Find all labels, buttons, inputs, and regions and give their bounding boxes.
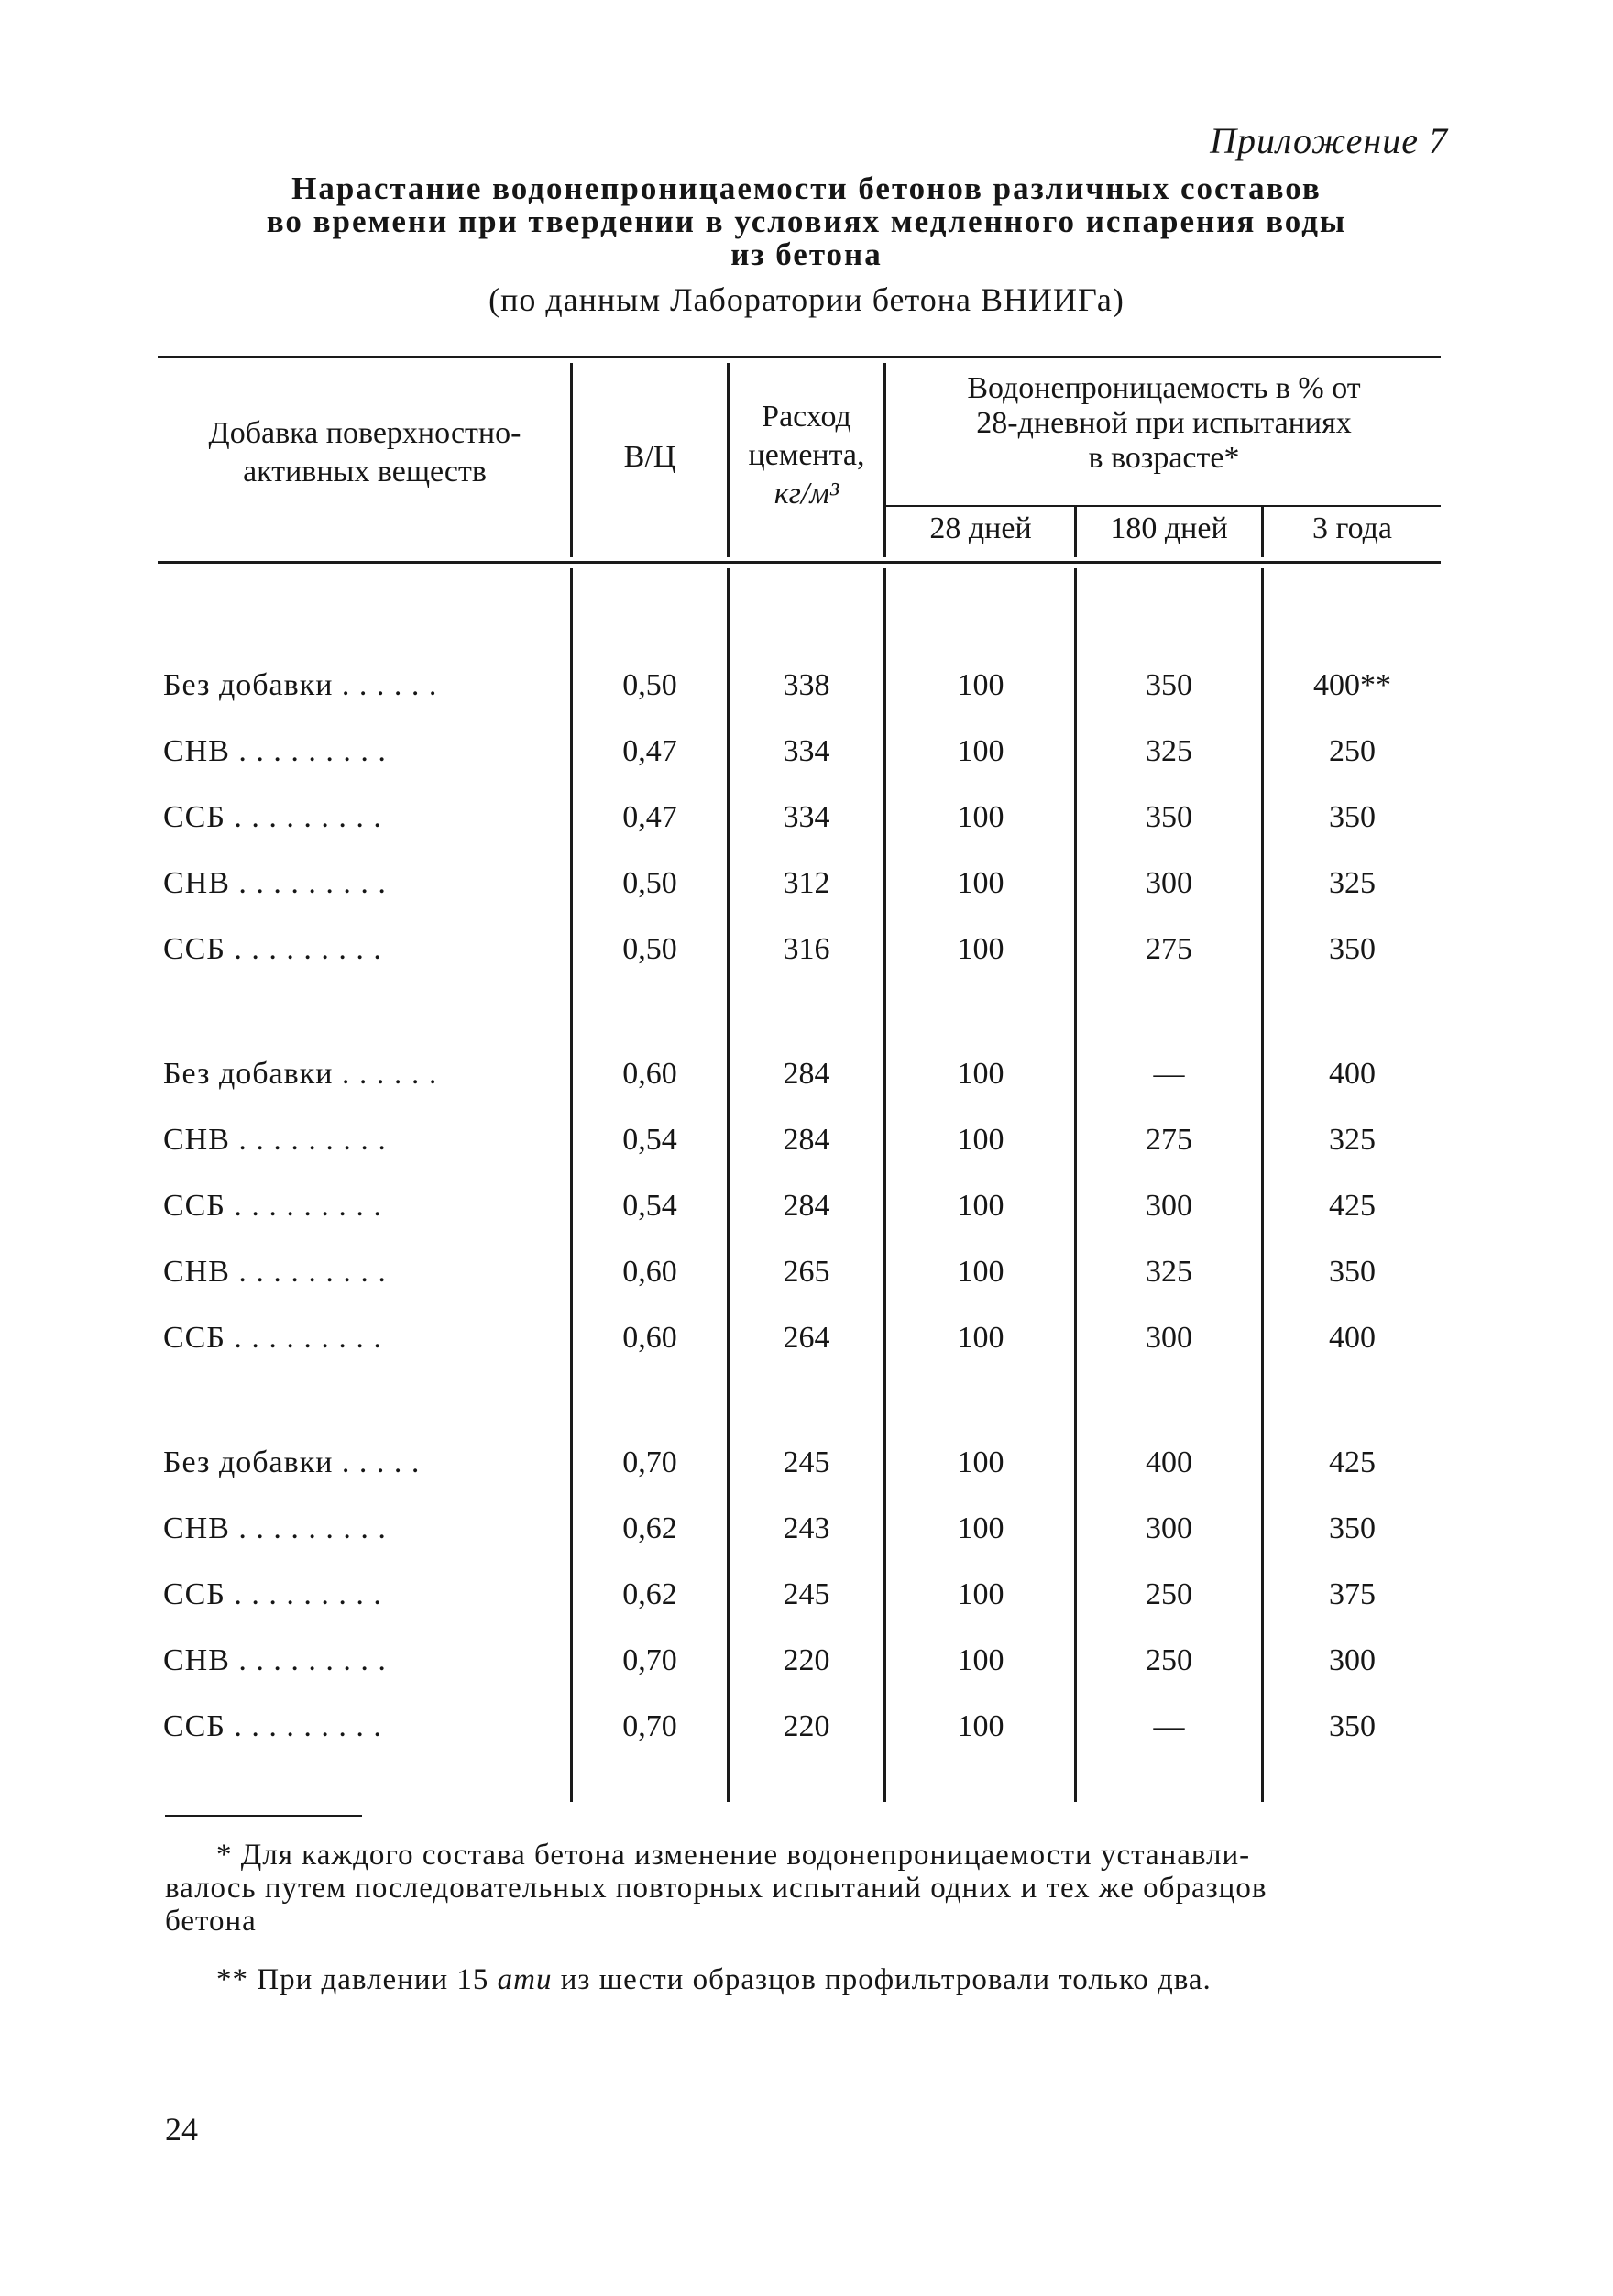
cell-d28: 100 xyxy=(957,1511,1004,1545)
header-cement-line-1: Расход xyxy=(762,400,851,434)
cell-wc: 0,60 xyxy=(622,1321,677,1355)
cell-cement: 220 xyxy=(783,1643,830,1677)
footnote-1-line-3: бетона xyxy=(165,1905,257,1938)
cell-additive: ССБ . . . . . . . . . xyxy=(163,1189,382,1223)
cell-y3: 325 xyxy=(1329,1123,1376,1157)
column-divider-2 xyxy=(727,363,730,557)
cell-cement: 316 xyxy=(783,932,830,966)
footnote-2-text: ** При давлении 15 xyxy=(216,1963,498,1996)
cell-d28: 100 xyxy=(957,1445,1004,1479)
cell-d28: 100 xyxy=(957,1123,1004,1157)
cell-y3: 250 xyxy=(1329,734,1376,768)
footnote-1-line-1: * Для каждого состава бетона изменение водонепроницаемости устанавли- xyxy=(216,1839,1251,1872)
cell-d180: 275 xyxy=(1146,932,1192,966)
cell-d180: 250 xyxy=(1146,1643,1192,1677)
header-perm-line-2: 28-дневной при испытаниях xyxy=(976,406,1352,440)
header-cement-unit: кг/м³ xyxy=(774,477,839,511)
header-additive-line-1: Добавка поверхностно- xyxy=(208,416,521,450)
cell-wc: 0,62 xyxy=(622,1511,677,1545)
appendix-label: Приложение 7 xyxy=(1210,120,1448,161)
cell-additive: СНВ . . . . . . . . . xyxy=(163,1255,387,1289)
cell-cement: 243 xyxy=(783,1511,830,1545)
cell-d180: 325 xyxy=(1146,1255,1192,1289)
cell-wc: 0,62 xyxy=(622,1577,677,1611)
cell-cement: 264 xyxy=(783,1321,830,1355)
table-title xyxy=(165,172,1448,271)
cell-d28: 100 xyxy=(957,932,1004,966)
cell-wc: 0,70 xyxy=(622,1445,677,1479)
body-divider-3 xyxy=(883,568,886,1802)
cell-d180: 400 xyxy=(1146,1445,1192,1479)
cell-wc: 0,54 xyxy=(622,1189,677,1223)
cell-y3: 350 xyxy=(1329,800,1376,834)
cell-wc: 0,50 xyxy=(622,866,677,900)
cell-wc: 0,70 xyxy=(622,1709,677,1743)
cell-d28: 100 xyxy=(957,866,1004,900)
table-top-rule xyxy=(158,356,1441,358)
footnote-2-unit: ати xyxy=(497,1963,553,1996)
cell-additive: ССБ . . . . . . . . . xyxy=(163,800,382,834)
cell-d180: 325 xyxy=(1146,734,1192,768)
cell-additive: Без добавки . . . . . xyxy=(163,1445,421,1479)
cell-wc: 0,47 xyxy=(622,800,677,834)
cell-d28: 100 xyxy=(957,1321,1004,1355)
footnote-1 xyxy=(165,1839,1448,1938)
cell-wc: 0,50 xyxy=(622,668,677,702)
cell-y3: 425 xyxy=(1329,1189,1376,1223)
cell-y3: 400 xyxy=(1329,1321,1376,1355)
cell-d28: 100 xyxy=(957,1057,1004,1091)
cell-d28: 100 xyxy=(957,668,1004,702)
cell-wc: 0,70 xyxy=(622,1643,677,1677)
cell-d180: 350 xyxy=(1146,668,1192,702)
cell-y3: 300 xyxy=(1329,1643,1376,1677)
header-permeability xyxy=(887,371,1441,476)
subheader-rule xyxy=(885,505,1441,507)
cell-cement: 245 xyxy=(783,1445,830,1479)
cell-y3: 350 xyxy=(1329,1255,1376,1289)
body-divider-2 xyxy=(727,568,730,1802)
footnote-1-line-2: валось путем последовательных повторных испытаний одних и тех же образцов xyxy=(165,1872,1267,1905)
column-divider-1 xyxy=(570,363,573,557)
cell-y3: 400 xyxy=(1329,1057,1376,1091)
title-line-3: из бетона xyxy=(730,236,883,272)
cell-d180: — xyxy=(1153,1057,1185,1091)
header-wc: В/Ц xyxy=(623,440,676,474)
header-cement-line-2: цемента, xyxy=(748,438,865,472)
title-line-1: Нарастание водонепроницаемости бетонов различных составов xyxy=(291,170,1322,206)
cell-wc: 0,60 xyxy=(622,1057,677,1091)
cell-cement: 245 xyxy=(783,1577,830,1611)
header-additive xyxy=(163,414,566,491)
cell-cement: 334 xyxy=(783,800,830,834)
footnote-2-text-end: из шести образцов профильтровали только два. xyxy=(552,1963,1212,1996)
cell-wc: 0,50 xyxy=(622,932,677,966)
cell-d180: 300 xyxy=(1146,1189,1192,1223)
table-source: (по данным Лаборатории бетона ВНИИГа) xyxy=(488,281,1125,318)
cell-d28: 100 xyxy=(957,1643,1004,1677)
cell-cement: 284 xyxy=(783,1057,830,1091)
cell-cement: 265 xyxy=(783,1255,830,1289)
cell-wc: 0,54 xyxy=(622,1123,677,1157)
page-number: 24 xyxy=(165,2111,198,2148)
footnote-rule xyxy=(165,1815,362,1817)
cell-additive: СНВ . . . . . . . . . xyxy=(163,1123,387,1157)
header-bottom-rule xyxy=(158,561,1441,564)
cell-wc: 0,47 xyxy=(622,734,677,768)
cell-additive: ССБ . . . . . . . . . xyxy=(163,932,382,966)
header-180-days: 180 дней xyxy=(1110,511,1228,545)
cell-cement: 284 xyxy=(783,1123,830,1157)
title-line-2: во времени при твердении в условиях медленного испарения воды xyxy=(266,203,1347,239)
cell-y3: 375 xyxy=(1329,1577,1376,1611)
cell-cement: 312 xyxy=(783,866,830,900)
cell-y3: 425 xyxy=(1329,1445,1376,1479)
cell-additive: ССБ . . . . . . . . . xyxy=(163,1321,382,1355)
header-additive-line-2: активных веществ xyxy=(243,455,487,489)
cell-d180: 300 xyxy=(1146,866,1192,900)
cell-d28: 100 xyxy=(957,734,1004,768)
cell-cement: 334 xyxy=(783,734,830,768)
header-perm-line-1: Водонепроницаемость в % от xyxy=(967,371,1361,405)
cell-d28: 100 xyxy=(957,1577,1004,1611)
cell-y3: 325 xyxy=(1329,866,1376,900)
cell-additive: СНВ . . . . . . . . . xyxy=(163,1511,387,1545)
header-28-days: 28 дней xyxy=(929,511,1032,545)
cell-cement: 338 xyxy=(783,668,830,702)
column-divider-3 xyxy=(883,363,886,557)
header-perm-line-3: в возрасте* xyxy=(1088,441,1240,475)
cell-wc: 0,60 xyxy=(622,1255,677,1289)
header-cement xyxy=(730,398,883,513)
cell-additive: СНВ . . . . . . . . . xyxy=(163,1643,387,1677)
cell-d28: 100 xyxy=(957,1189,1004,1223)
header-3-years: 3 года xyxy=(1311,511,1392,545)
cell-additive: СНВ . . . . . . . . . xyxy=(163,866,387,900)
cell-d28: 100 xyxy=(957,800,1004,834)
cell-d180: 300 xyxy=(1146,1511,1192,1545)
cell-d180: — xyxy=(1153,1709,1185,1743)
cell-d180: 275 xyxy=(1146,1123,1192,1157)
cell-additive: Без добавки . . . . . . xyxy=(163,1057,438,1091)
footnote-2 xyxy=(216,1963,1212,1996)
cell-cement: 220 xyxy=(783,1709,830,1743)
cell-y3: 350 xyxy=(1329,1511,1376,1545)
cell-additive: ССБ . . . . . . . . . xyxy=(163,1577,382,1611)
cell-y3: 350 xyxy=(1329,1709,1376,1743)
cell-d180: 300 xyxy=(1146,1321,1192,1355)
cell-additive: ССБ . . . . . . . . . xyxy=(163,1709,382,1743)
cell-additive: Без добавки . . . . . . xyxy=(163,668,438,702)
cell-y3: 350 xyxy=(1329,932,1376,966)
cell-d28: 100 xyxy=(957,1709,1004,1743)
body-divider-1 xyxy=(570,568,573,1802)
cell-y3: 400** xyxy=(1313,668,1391,702)
cell-additive: СНВ . . . . . . . . . xyxy=(163,734,387,768)
cell-d28: 100 xyxy=(957,1255,1004,1289)
cell-cement: 284 xyxy=(783,1189,830,1223)
cell-d180: 350 xyxy=(1146,800,1192,834)
cell-d180: 250 xyxy=(1146,1577,1192,1611)
